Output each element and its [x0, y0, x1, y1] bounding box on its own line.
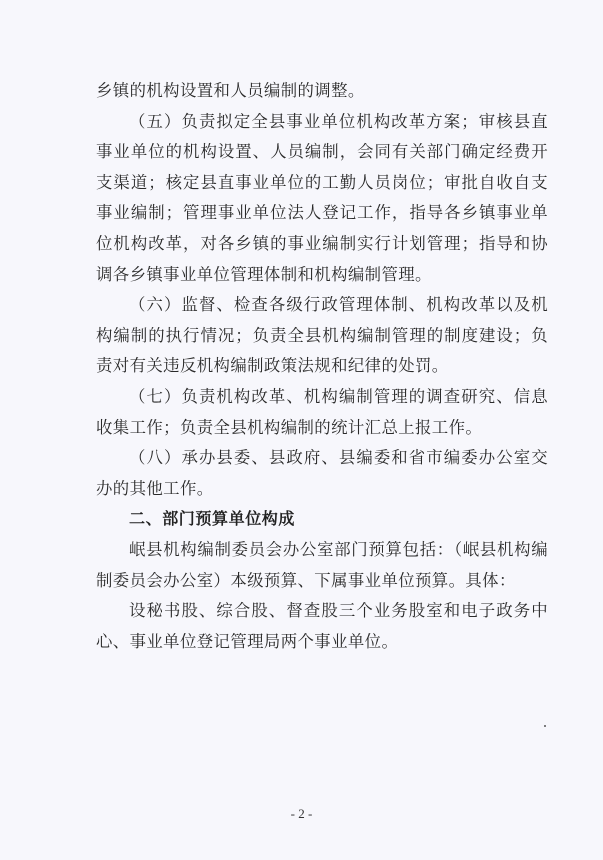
paragraph-units: 设秘书股、综合股、督查股三个业务股室和电子政务中心、事业单位登记管理局两个事业单位。	[96, 601, 548, 651]
scan-speck	[544, 725, 546, 727]
document-body	[96, 76, 548, 657]
paragraph-item-7: （七）负责机构改革、机构编制管理的调查研究、信息收集工作；负责全县机构编制的统计汇总上报工作。	[96, 386, 548, 437]
paragraph-item-8: （八）承办县委、县政府、县编委和省市编委办公室交办的其他工作。	[96, 448, 548, 498]
page-number: - 2 -	[290, 806, 313, 821]
paragraph-item-6: （六）监督、检查各级行政管理体制、机构改革以及机构编制的执行情况；负责全县机构编制管理的制度建设；负责对有关违反机构编制政策法规和纪律的处罚。	[96, 295, 548, 376]
paragraph-item-5: （五）负责拟定全县事业单位机构改革方案；审核县直事业单位的机构设置、人员编制，会同有关部门确定经费开支渠道；核定县直事业单位的工勤人员岗位；审批自收自支事业编制；管理事业单位法人登记工作，指导各乡镇事业单位机构改革，对各乡镇的事业编制实行计划管理；指导和协调各乡镇事业单位管理体制和机构编制管理。	[96, 111, 548, 284]
paragraph-continuation: 乡镇的机构设置和人员编制的调整。	[96, 81, 365, 100]
section-heading: 二、部门预算单位构成	[129, 509, 296, 529]
paragraph-budget-scope: 岷县机构编制委员会办公室部门预算包括：（岷县机构编制委员会办公室）本级预算、下属事业单位预算。具体：	[96, 539, 548, 590]
